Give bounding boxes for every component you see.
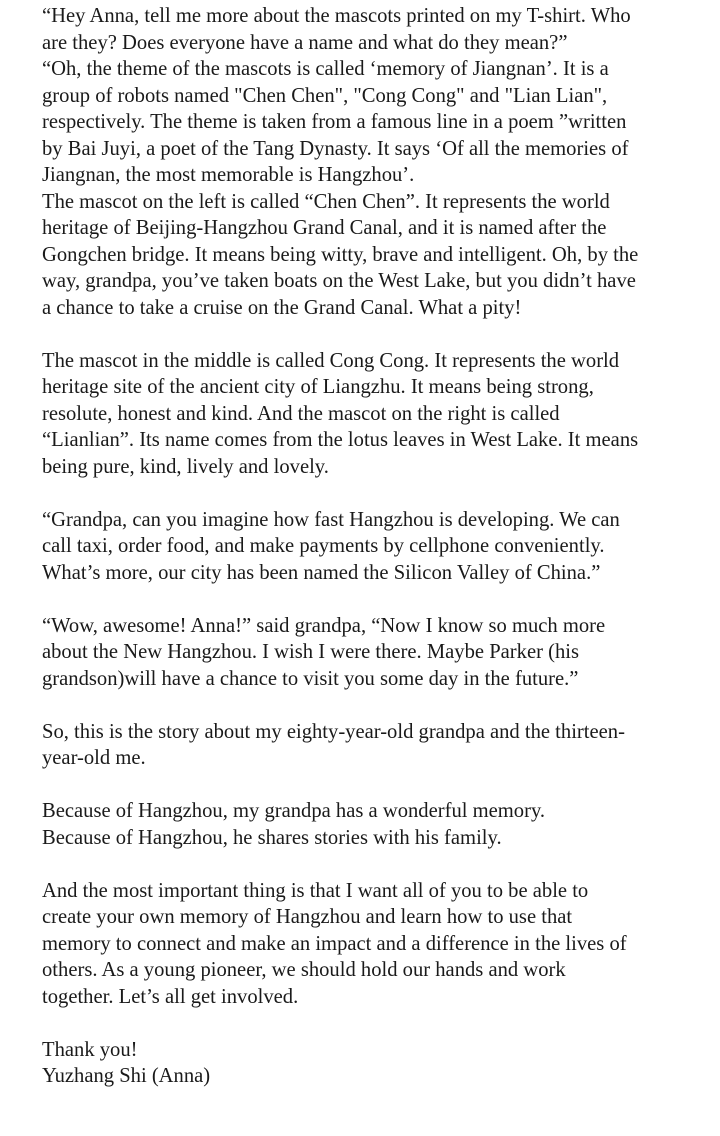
text-line: call taxi, order food, and make payments by cellphone conveniently. bbox=[42, 535, 605, 557]
text-line: And the most important thing is that I want all of you to be able to bbox=[42, 879, 589, 902]
paragraph-developing bbox=[42, 507, 710, 587]
paragraph-story bbox=[42, 719, 710, 772]
text-line: “Hey Anna, tell me more about the mascots printed on my T-shirt. Who bbox=[42, 5, 631, 27]
text-line: way, grandpa, you’ve taken boats on the West Lake, but you didn’t have bbox=[42, 270, 636, 292]
text-line: others. As a young pioneer, we should hold our hands and work bbox=[42, 959, 566, 981]
text-line: Jiangnan, the most memorable is Hangzhou’. bbox=[42, 164, 415, 186]
text-line: by Bai Juyi, a poet of the Tang Dynasty. It says ‘Of all the memories of bbox=[42, 137, 629, 160]
text-line: resolute, honest and kind. And the mascot on the right is called bbox=[42, 402, 560, 425]
author-name: Yuzhang Shi (Anna) bbox=[42, 1065, 211, 1087]
text-line: “Grandpa, can you imagine how fast Hangzhou is developing. We can bbox=[42, 508, 620, 531]
text-line: about the New Hangzhou. I wish I were there. Maybe Parker (his bbox=[42, 641, 579, 663]
text-line: grandson)will have a chance to visit you some day in the future.” bbox=[42, 667, 579, 690]
text-line: create your own memory of Hangzhou and learn how to use that bbox=[42, 906, 573, 928]
paragraph-closing bbox=[42, 878, 710, 1011]
text-line: Because of Hangzhou, he shares stories with his family. bbox=[42, 826, 502, 849]
thank-you-line: Thank you! bbox=[42, 1038, 138, 1061]
paragraph-spacer bbox=[42, 851, 710, 878]
text-line: together. Let’s all get involved. bbox=[42, 985, 299, 1008]
paragraph-spacer bbox=[42, 586, 710, 613]
paragraph-spacer bbox=[42, 772, 710, 799]
paragraph-spacer bbox=[42, 480, 710, 507]
text-line: heritage of Beijing-Hangzhou Grand Canal, and it is named after the bbox=[42, 217, 607, 239]
text-line: Because of Hangzhou, my grandpa has a wonderful memory. bbox=[42, 800, 546, 822]
text-line: The mascot on the left is called “Chen Chen”. It represents the world bbox=[42, 190, 610, 213]
paragraph-intro bbox=[42, 3, 710, 321]
text-line: Gongchen bridge. It means being witty, brave and intelligent. Oh, by the bbox=[42, 243, 639, 266]
text-line: respectively. The theme is taken from a famous line in a poem ”written bbox=[42, 111, 627, 133]
text-line: are they? Does everyone have a name and what do they mean?” bbox=[42, 31, 568, 54]
text-line: memory to connect and make an impact and a difference in the lives of bbox=[42, 932, 627, 955]
paragraph-because bbox=[42, 798, 710, 851]
text-line: a chance to take a cruise on the Grand Canal. What a pity! bbox=[42, 296, 522, 319]
paragraph-mascots bbox=[42, 348, 710, 481]
text-line: What’s more, our city has been named the Silicon Valley of China.” bbox=[42, 561, 601, 584]
text-line: So, this is the story about my eighty-year-old grandpa and the thirteen- bbox=[42, 720, 625, 743]
text-line: group of robots named "Chen Chen", "Cong Cong" and "Lian Lian", bbox=[42, 84, 608, 107]
paragraph-spacer bbox=[42, 1010, 710, 1037]
text-line: “Lianlian”. Its name comes from the lotus leaves in West Lake. It means bbox=[42, 429, 639, 451]
text-line: “Oh, the theme of the mascots is called ‘memory of Jiangnan’. It is a bbox=[42, 58, 609, 80]
signoff bbox=[42, 1037, 710, 1090]
text-line: “Wow, awesome! Anna!” said grandpa, “Now I know so much more bbox=[42, 614, 606, 637]
paragraph-spacer bbox=[42, 321, 710, 348]
paragraph-spacer bbox=[42, 692, 710, 719]
text-line: heritage site of the ancient city of Liangzhu. It means being strong, bbox=[42, 376, 594, 398]
text-line: being pure, kind, lively and lovely. bbox=[42, 455, 329, 478]
paragraph-grandpa bbox=[42, 613, 710, 693]
text-line: year-old me. bbox=[42, 747, 146, 769]
text-line: The mascot in the middle is called Cong Cong. It represents the world bbox=[42, 349, 620, 372]
